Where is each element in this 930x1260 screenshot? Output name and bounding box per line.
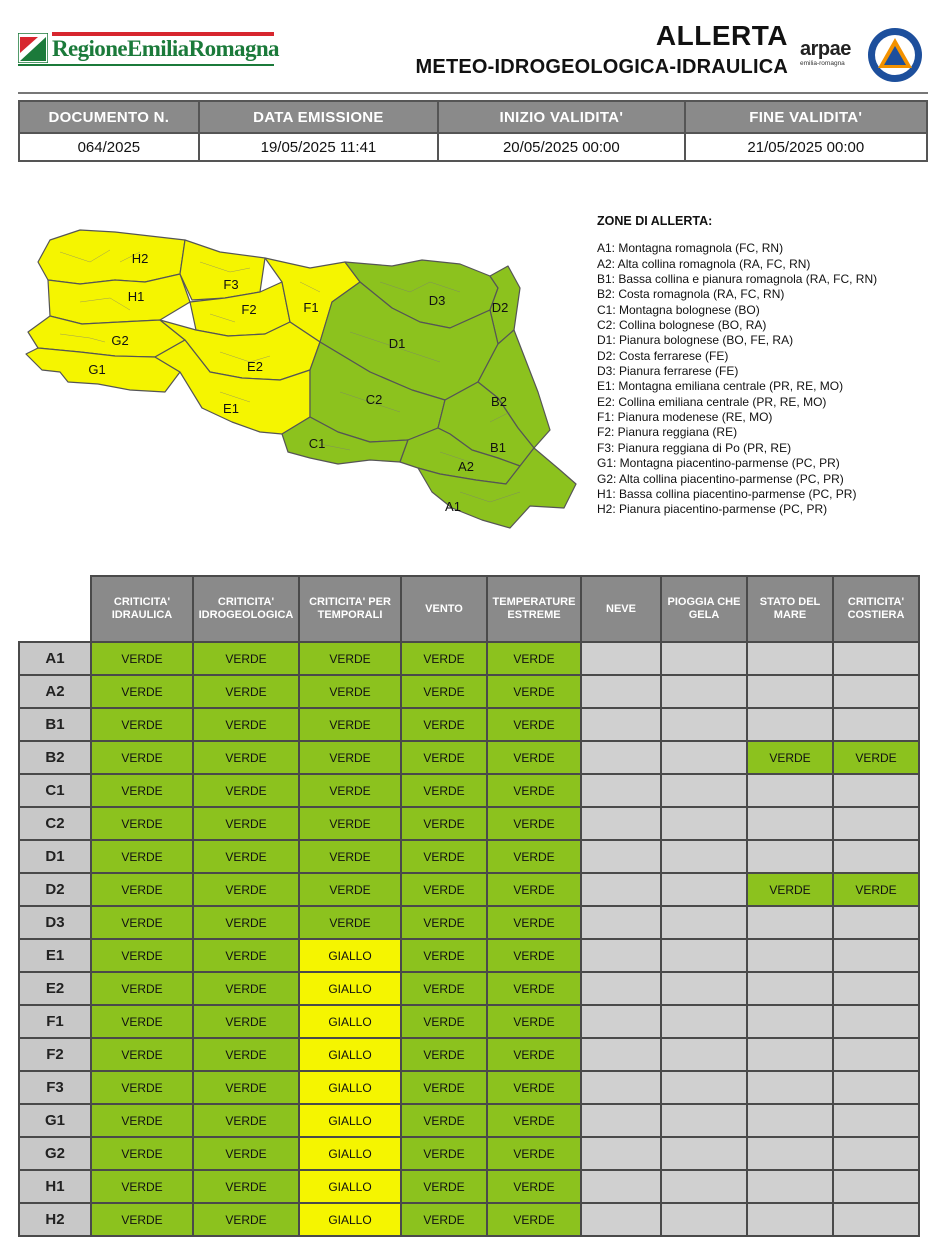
column-header: CRITICITA' IDRAULICA [91,576,193,642]
table-row [19,939,919,972]
doc-header-valid-to: FINE VALIDITA' [685,101,927,133]
zone-code: G1 [19,1104,91,1137]
alert-level-cell: VERDE [401,1170,487,1203]
alert-level-cell [747,807,833,840]
alert-level-cell: VERDE [91,873,193,906]
alert-level-cell [833,840,919,873]
table-row [19,1170,919,1203]
alert-level-cell: VERDE [91,939,193,972]
arpae-logo [800,38,862,72]
alert-level-cell: VERDE [401,939,487,972]
alert-level-cell [581,741,661,774]
alert-zones-map [20,222,585,540]
alert-level-cell: GIALLO [299,1203,401,1236]
alert-level-cell [833,642,919,675]
alert-level-cell: VERDE [487,741,581,774]
map-label-d3: D3 [428,293,446,308]
alert-level-cell: VERDE [299,906,401,939]
alert-level-cell [833,939,919,972]
alert-level-cell: VERDE [91,675,193,708]
table-row [19,1005,919,1038]
alert-level-cell: GIALLO [299,972,401,1005]
alert-level-cell [581,1170,661,1203]
alert-level-cell [581,642,661,675]
alert-level-cell [661,1137,747,1170]
alert-level-cell [747,1038,833,1071]
map-label-c1: C1 [308,436,326,451]
alert-level-cell: VERDE [487,1038,581,1071]
alert-level-cell: VERDE [91,807,193,840]
table-row [19,1038,919,1071]
zone-code: D3 [19,906,91,939]
alert-level-cell [581,708,661,741]
arpae-logo-text: arpae [800,38,851,60]
alert-level-cell: VERDE [833,873,919,906]
alert-level-cell [747,906,833,939]
alert-level-cell: VERDE [299,642,401,675]
zone-legend-item: D1: Pianura bolognese (BO, FE, RA) [597,333,794,348]
alert-level-cell: VERDE [487,1137,581,1170]
doc-number: 064/2025 [19,133,199,161]
map-label-h2: H2 [131,251,149,266]
doc-header-valid-from: INIZIO VALIDITA' [438,101,684,133]
alert-level-cell: VERDE [487,840,581,873]
alert-level-cell: VERDE [193,708,299,741]
table-row [19,774,919,807]
arpae-logo-subtext: emilia-romagna [800,60,845,67]
alert-level-cell: VERDE [401,906,487,939]
alert-level-cell: GIALLO [299,1137,401,1170]
map-label-a2: A2 [458,459,474,474]
alert-level-cell [747,774,833,807]
alert-level-cell: VERDE [401,873,487,906]
alert-level-cell [581,1071,661,1104]
alert-level-cell [581,840,661,873]
map-label-f3: F3 [223,277,239,292]
alert-level-cell: VERDE [299,807,401,840]
zone-legend-item: F3: Pianura reggiana di Po (PR, RE) [597,440,792,455]
alert-level-cell [833,1071,919,1104]
zone-legend-item: F2: Pianura reggiana (RE) [597,425,738,440]
alert-level-cell [581,1038,661,1071]
alert-level-cell: VERDE [487,708,581,741]
alert-level-cell: VERDE [193,807,299,840]
alert-level-cell [747,1203,833,1236]
zone-legend-item: F1: Pianura modenese (RE, MO) [597,410,773,425]
alert-level-cell: VERDE [193,840,299,873]
zone-legend-item: A1: Montagna romagnola (FC, RN) [597,241,784,256]
region-flag-icon [18,33,48,63]
alert-level-cell: VERDE [487,873,581,906]
alert-level-cell [747,642,833,675]
zone-code: H2 [19,1203,91,1236]
alert-level-cell [833,972,919,1005]
alert-level-cell [581,675,661,708]
alert-level-cell: VERDE [401,741,487,774]
alert-level-cell: VERDE [401,1005,487,1038]
alert-level-cell: VERDE [401,1071,487,1104]
alert-level-cell: VERDE [487,939,581,972]
zone-code: C1 [19,774,91,807]
alert-level-cell [747,939,833,972]
alert-level-cell: VERDE [91,840,193,873]
doc-issue-date: 19/05/2025 11:41 [199,133,438,161]
alert-level-cell: VERDE [487,1104,581,1137]
alert-level-cell: VERDE [299,675,401,708]
zone-legend-item: E1: Montagna emiliana centrale (PR, RE, MO) [597,379,844,394]
alert-level-cell [661,774,747,807]
alert-level-cell: VERDE [91,972,193,1005]
zone-code: D1 [19,840,91,873]
table-row [19,873,919,906]
table-row [19,906,919,939]
alert-level-cell: VERDE [747,741,833,774]
alert-level-cell: GIALLO [299,1071,401,1104]
alert-level-cell: VERDE [487,774,581,807]
map-label-h1: H1 [127,289,145,304]
alert-level-cell [747,1104,833,1137]
column-header: PIOGGIA CHE GELA [661,576,747,642]
alert-level-cell [661,1203,747,1236]
alert-level-cell: VERDE [401,972,487,1005]
zone-code: H1 [19,1170,91,1203]
alert-level-cell: VERDE [91,1137,193,1170]
region-logo-text: RegioneEmiliaRomagna [52,36,279,61]
alert-level-cell: VERDE [91,741,193,774]
doc-header-number: DOCUMENTO N. [19,101,199,133]
table-row [19,741,919,774]
column-header: NEVE [581,576,661,642]
column-header: CRITICITA' IDROGEOLOGICA [193,576,299,642]
column-header: CRITICITA' PER TEMPORALI [299,576,401,642]
alert-level-cell [661,873,747,906]
alert-level-cell: VERDE [193,1104,299,1137]
doc-valid-to: 21/05/2025 00:00 [685,133,927,161]
alert-level-cell [661,1104,747,1137]
alert-level-cell: VERDE [193,642,299,675]
zone-code: F2 [19,1038,91,1071]
alert-level-cell [661,1071,747,1104]
alert-level-cell [833,1203,919,1236]
table-row [19,840,919,873]
alert-level-cell [661,1038,747,1071]
alert-level-cell [833,675,919,708]
alert-level-cell: VERDE [193,1071,299,1104]
map-label-d1: D1 [388,336,406,351]
column-header: CRITICITA' COSTIERA [833,576,919,642]
alert-level-cell: VERDE [487,1203,581,1236]
alert-level-cell: VERDE [401,1203,487,1236]
alert-level-cell [833,1170,919,1203]
alert-level-cell [833,807,919,840]
alert-level-cell [747,1005,833,1038]
alert-level-cell [833,1137,919,1170]
alert-level-cell: VERDE [193,774,299,807]
alert-level-cell [833,1038,919,1071]
alert-level-cell [747,972,833,1005]
zone-legend [597,214,927,518]
doc-valid-from: 20/05/2025 00:00 [438,133,684,161]
alert-level-cell: VERDE [401,1038,487,1071]
alert-level-cell: GIALLO [299,1170,401,1203]
alert-level-cell [833,708,919,741]
map-label-d2: D2 [491,300,509,315]
map-label-e1: E1 [223,401,239,416]
alert-level-cell [581,1005,661,1038]
zone-legend-item: A2: Alta collina romagnola (RA, FC, RN) [597,256,811,271]
zone-legend-item: D3: Pianura ferrarese (FE) [597,364,739,379]
alert-level-cell [747,675,833,708]
table-row [19,1137,919,1170]
alert-level-cell: VERDE [401,708,487,741]
alert-level-cell: VERDE [487,1170,581,1203]
map-label-g2: G2 [111,333,129,348]
alert-level-cell [581,807,661,840]
region-logo [18,30,278,70]
alert-level-cell [581,1137,661,1170]
alert-level-cell [661,675,747,708]
alert-level-cell: VERDE [487,906,581,939]
zone-code: A2 [19,675,91,708]
zone-legend-item: H2: Pianura piacentino-parmense (PC, PR) [597,502,828,517]
protezione-civile-logo-icon [866,26,924,84]
alert-level-cell: VERDE [747,873,833,906]
zone-code: B1 [19,708,91,741]
alert-level-cell: VERDE [91,1104,193,1137]
alert-level-cell: VERDE [91,1071,193,1104]
alert-level-cell: VERDE [91,1038,193,1071]
zone-legend-item: D2: Costa ferrarese (FE) [597,348,729,363]
alert-level-cell: VERDE [91,642,193,675]
alert-level-cell [747,1137,833,1170]
alert-level-cell [661,972,747,1005]
alert-level-cell [661,807,747,840]
table-row [19,1071,919,1104]
page-subtitle: METEO-IDROGEOLOGICA-IDRAULICA [415,56,788,78]
alert-level-cell [661,642,747,675]
alert-level-cell: VERDE [401,642,487,675]
alert-level-cell [833,1104,919,1137]
alert-level-cell [581,774,661,807]
alert-level-cell: VERDE [401,807,487,840]
column-header: VENTO [401,576,487,642]
alert-level-cell: VERDE [487,1005,581,1038]
alert-level-cell [661,1005,747,1038]
logo-green-stripe [18,64,274,66]
alert-level-cell [661,906,747,939]
alert-level-cell: VERDE [299,741,401,774]
map-zone-h2 [38,230,185,284]
alert-level-cell: VERDE [193,1005,299,1038]
zone-code: G2 [19,1137,91,1170]
zone-code: A1 [19,642,91,675]
map-label-a1: A1 [445,499,461,514]
alert-level-cell: VERDE [193,675,299,708]
alert-level-cell: VERDE [193,972,299,1005]
alert-level-cell: VERDE [487,642,581,675]
zone-code: F1 [19,1005,91,1038]
alert-level-cell: VERDE [91,906,193,939]
doc-header-issue-date: DATA EMISSIONE [199,101,438,133]
zone-code: B2 [19,741,91,774]
alert-level-cell [833,906,919,939]
alert-level-cell [747,840,833,873]
alert-level-cell: VERDE [91,774,193,807]
alert-level-cell: VERDE [401,840,487,873]
alert-level-cell: VERDE [401,675,487,708]
column-header: STATO DEL MARE [747,576,833,642]
map-label-f2: F2 [241,302,257,317]
map-label-g1: G1 [88,362,106,377]
alert-level-cell: VERDE [401,1104,487,1137]
zone-code: D2 [19,873,91,906]
map-label-c2: C2 [365,392,383,407]
map-label-b1: B1 [490,440,506,455]
alert-level-cell: GIALLO [299,1038,401,1071]
zone-legend-item: B2: Costa romagnola (RA, FC, RN) [597,287,785,302]
table-row [19,807,919,840]
alert-level-cell: VERDE [401,774,487,807]
table-row [19,972,919,1005]
zone-legend-item: E2: Collina emiliana centrale (PR, RE, MO) [597,394,827,409]
map-label-b2: B2 [491,394,507,409]
map-label-e2: E2 [247,359,263,374]
alert-level-cell: VERDE [299,774,401,807]
alert-level-cell: VERDE [193,1203,299,1236]
alert-level-cell: VERDE [91,1005,193,1038]
zone-legend-item: C2: Collina bolognese (BO, RA) [597,318,767,333]
page-title: ALLERTA [655,20,788,51]
alert-level-cell [661,939,747,972]
alert-level-cell [833,774,919,807]
zone-legend-item: G1: Montagna piacentino-parmense (PC, PR) [597,456,840,471]
alert-level-cell [581,1104,661,1137]
zone-code: E2 [19,972,91,1005]
alert-level-cell [581,906,661,939]
alert-level-cell: VERDE [91,1203,193,1236]
document-info-table [18,100,928,162]
table-row [19,642,919,675]
alert-level-cell: GIALLO [299,939,401,972]
zone-legend-item: H1: Bassa collina piacentino-parmense (PC, PR) [597,486,857,501]
alert-level-cell: VERDE [299,840,401,873]
alert-level-cell [747,1071,833,1104]
alert-level-cell: VERDE [487,1071,581,1104]
alert-level-cell: VERDE [299,873,401,906]
alert-level-cell [833,1005,919,1038]
column-header: TEMPERATURE ESTREME [487,576,581,642]
zone-legend-title: ZONE DI ALLERTA: [597,214,713,228]
zone-code: E1 [19,939,91,972]
alert-level-cell: VERDE [487,807,581,840]
alert-level-cell [581,972,661,1005]
alert-level-cell: VERDE [487,972,581,1005]
alert-level-cell [581,873,661,906]
alert-level-cell: VERDE [833,741,919,774]
alert-level-cell: VERDE [91,1170,193,1203]
alert-level-cell [747,708,833,741]
alert-level-cell: VERDE [299,708,401,741]
map-label-f1: F1 [303,300,319,315]
header-divider [18,92,928,94]
zone-legend-item: B1: Bassa collina e pianura romagnola (RA, FC, RN) [597,272,878,287]
table-row [19,1104,919,1137]
alert-level-cell: VERDE [401,1137,487,1170]
zone-code: F3 [19,1071,91,1104]
zone-legend-item: G2: Alta collina piacentino-parmense (PC, PR) [597,471,844,486]
alert-level-cell [661,840,747,873]
zone-legend-item: C1: Montagna bolognese (BO) [597,302,760,317]
alert-level-cell [581,939,661,972]
table-corner [19,576,91,642]
alert-levels-table [18,575,920,1237]
alert-level-cell: VERDE [193,1170,299,1203]
alert-level-cell: VERDE [193,873,299,906]
alert-level-cell [661,741,747,774]
table-row [19,708,919,741]
alert-level-cell [661,1170,747,1203]
alert-level-cell [661,708,747,741]
table-row [19,675,919,708]
alert-level-cell: VERDE [193,906,299,939]
alert-level-cell: GIALLO [299,1005,401,1038]
alert-level-cell: VERDE [193,939,299,972]
alert-level-cell [747,1170,833,1203]
alert-level-cell: VERDE [193,1038,299,1071]
zone-code: C2 [19,807,91,840]
alert-level-cell: VERDE [193,1137,299,1170]
alert-level-cell: VERDE [193,741,299,774]
alert-level-cell: GIALLO [299,1104,401,1137]
alert-level-cell: VERDE [487,675,581,708]
alert-level-cell [581,1203,661,1236]
alert-level-cell: VERDE [91,708,193,741]
table-row [19,1203,919,1236]
